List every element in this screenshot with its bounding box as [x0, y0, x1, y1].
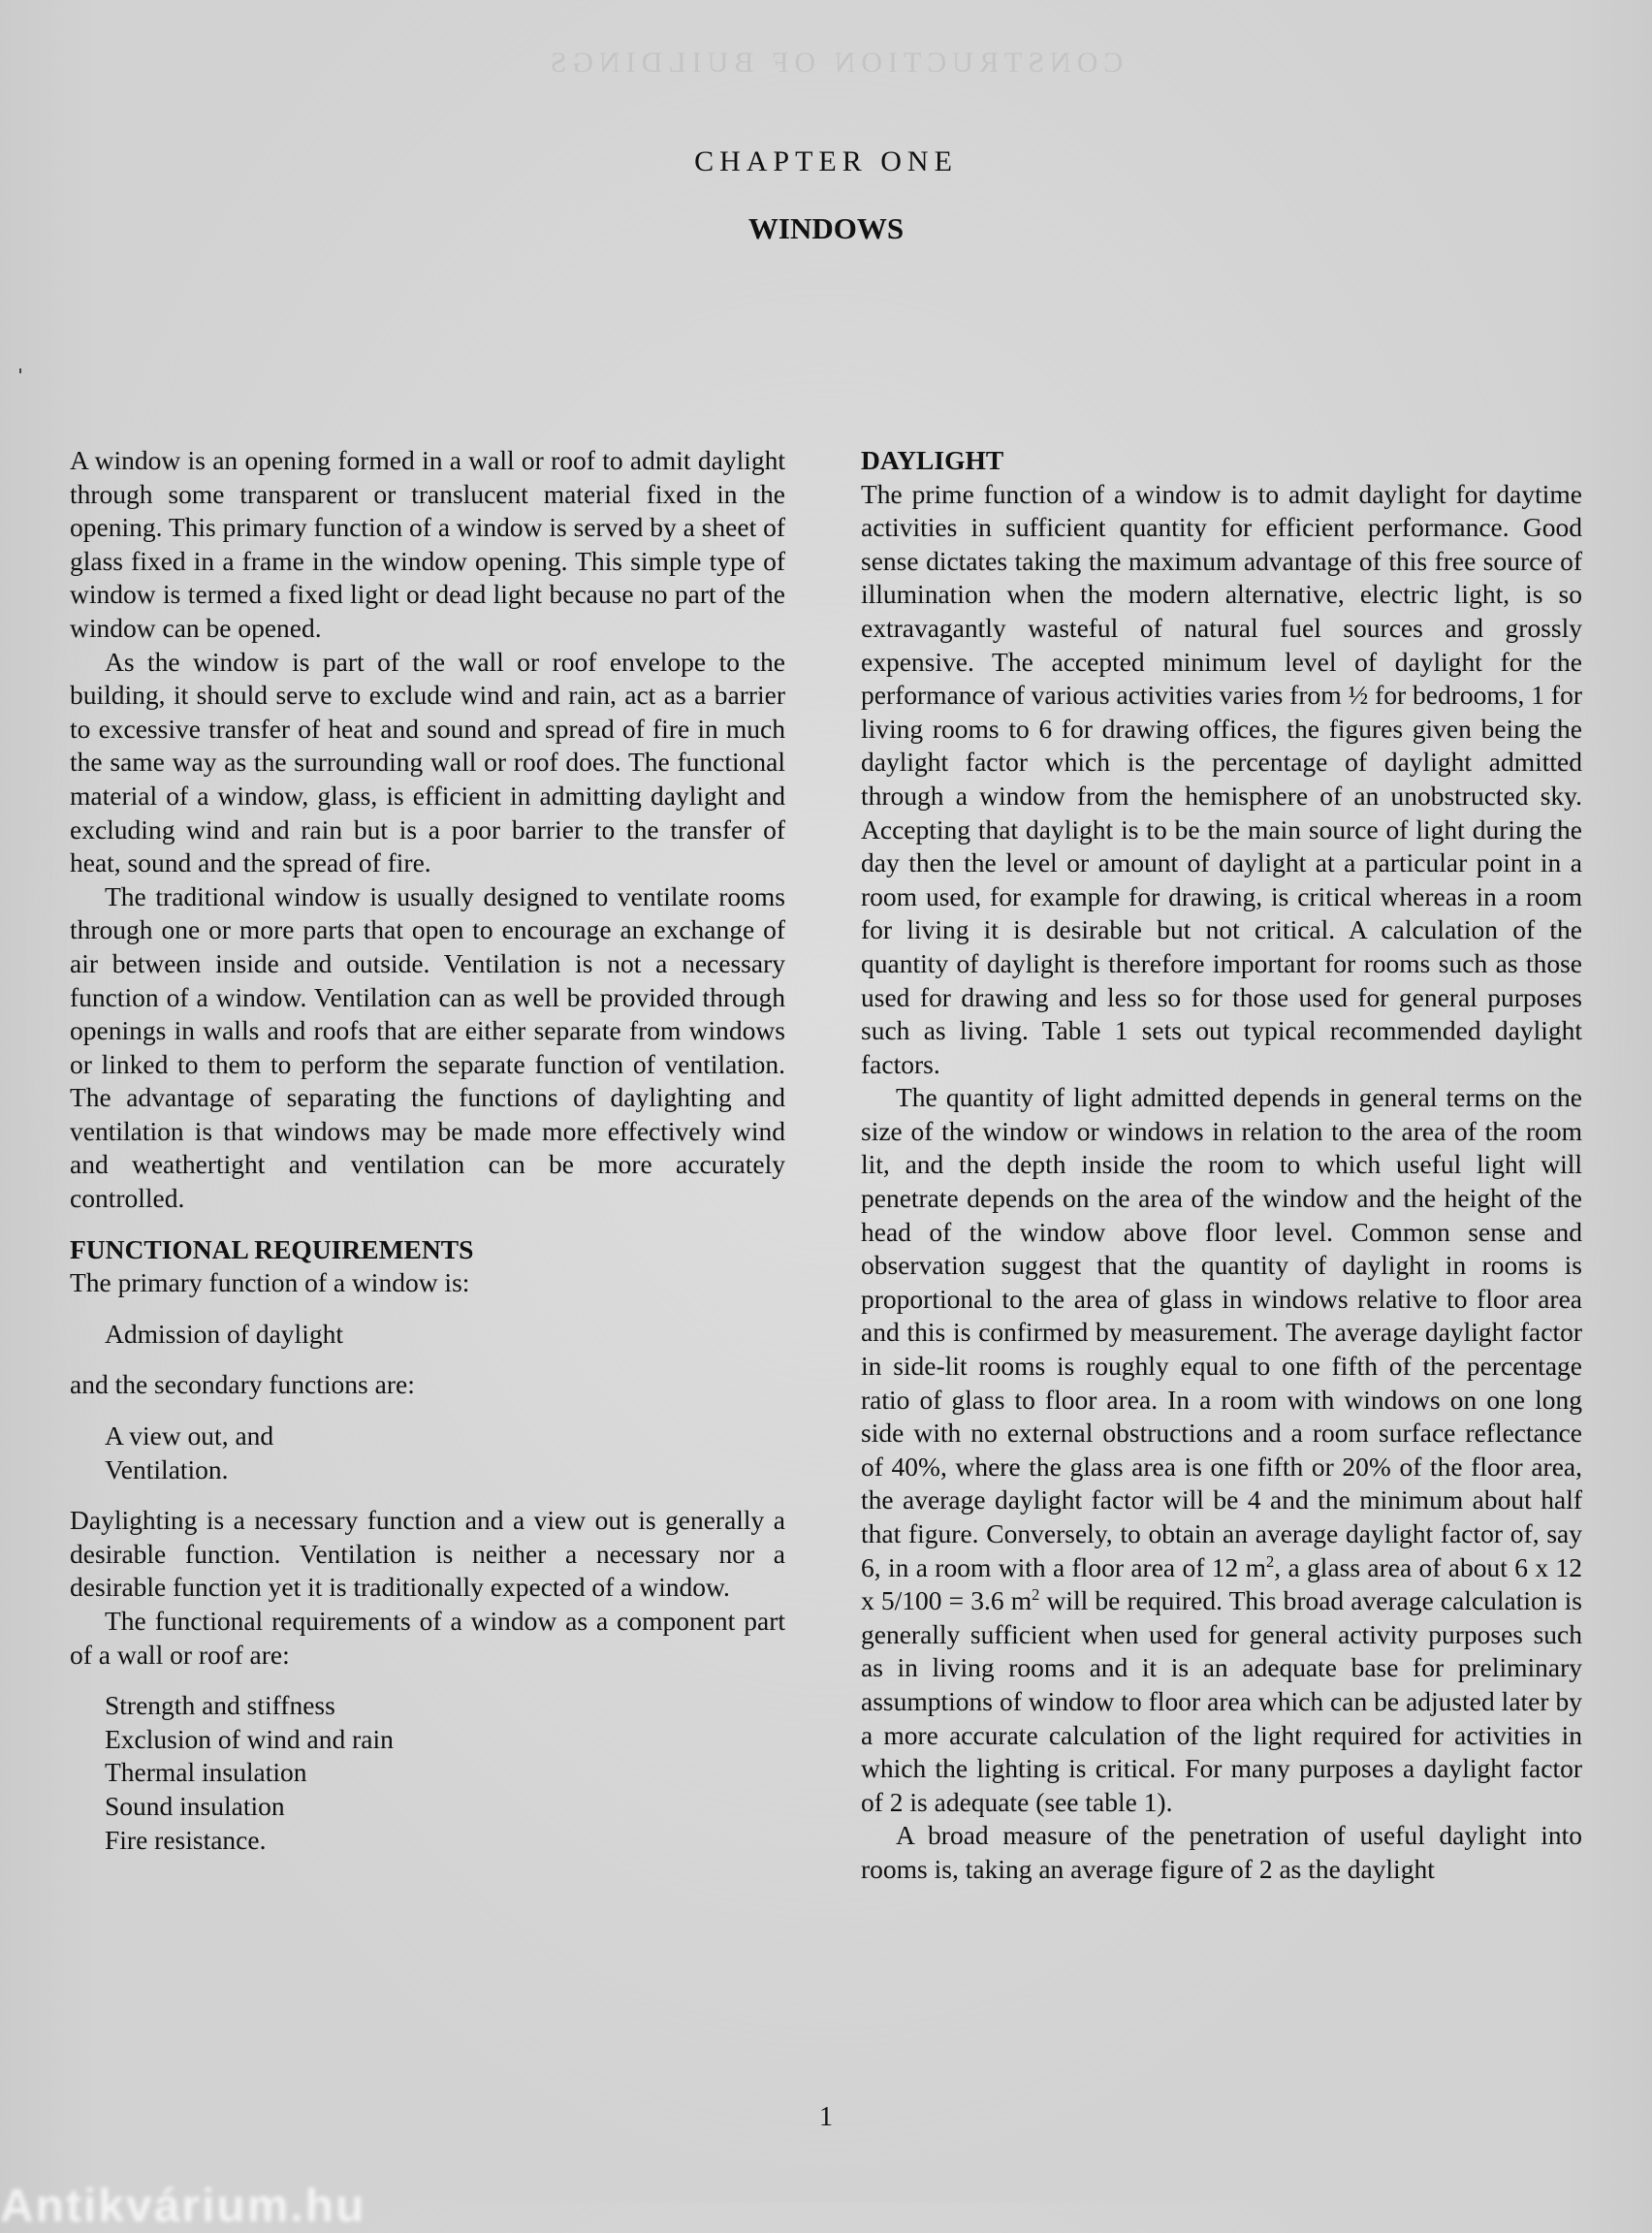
watermark: Antikvárium.hu	[0, 2181, 366, 2232]
quantity-paragraph-text: , a glass area of about 6 x 12 x 5/100 = 3.6 m	[861, 1551, 1582, 1616]
list-item: Fire resistance.	[105, 1824, 267, 1855]
list-item: Ventilation.	[105, 1453, 229, 1484]
chapter-label: CHAPTER ONE	[694, 145, 958, 177]
secondary-function-intro: and the secondary functions are:	[70, 1369, 415, 1400]
quantity-paragraph-text: The quantity of light admitted depends in general terms on the size of the window or windows in relation to the area of the room lit, and the depth inside the room to which useful light will penetrate depends on the area of the window and the height of the head of the window above floor level. Common sense and observation suggest that the quantity of daylight in rooms is proportional to the area of glass in windows relative to floor area and this is confirmed by measurement. The average daylight factor in side-lit rooms is roughly equal to one fifth of the percentage ratio of glass to floor area. In a room with windows on one long side with no external obstructions and a room surface reflectance of 40%, where the glass area is one fifth or 20% of the floor area, the average daylight factor will be 4 and the minimum about half that figure. Conversely, to obtain an average daylight factor of, say 6, in a room with a floor area of 12 m	[861, 1082, 1582, 1582]
daylighting-paragraph: Daylighting is a necessary function and a view out is generally a desirable function. Ventilation is neither a necessary nor a desirable function yet it is traditionally expected of a window.	[70, 1505, 785, 1603]
list-item: A view out, and	[105, 1420, 274, 1451]
list-item: Admission of daylight	[105, 1318, 343, 1349]
page-number: 1	[819, 2102, 833, 2132]
superscript: 2	[1266, 1551, 1275, 1571]
list-item: Thermal insulation	[105, 1757, 307, 1788]
bleed-through-header: CONSTRUCTION OF BUILDINGS	[544, 47, 1124, 79]
stray-mark	[19, 368, 21, 373]
penetration-paragraph: A broad measure of the penetration of useful daylight into rooms is, taking an average figure of 2 as the daylight	[861, 1820, 1582, 1884]
list-item: Exclusion of wind and rain	[105, 1723, 394, 1754]
requirements-list	[70, 1689, 785, 1857]
list-item: Strength and stiffness	[105, 1690, 335, 1721]
quantity-paragraph-text: will be required. This broad average calculation is generally sufficient when used for general activity purposes such as in living rooms and it is an adequate base for preliminary assumptions of window to floor area which can be adjusted later by a more accurate calculation of the light required for activities in which the lighting is critical. For many purposes a daylight factor of 2 is adequate (see table 1).	[861, 1585, 1582, 1817]
daylight-heading: DAYLIGHT	[861, 445, 1004, 475]
ventilation-paragraph: The traditional window is usually designed to ventilate rooms through one or more parts that open to encourage an exchange of air between inside and outside. Ventilation is not a necessary function of a window. Ventilation can as well be provided through openings in walls and roofs that are either separate from windows or linked to them to perform the separate function of ventilation. The advantage of separating the functions of daylighting and ventilation is that windows may be made more effectively wind and weathertight and ventilation can be more accurately controlled.	[70, 880, 785, 1214]
primary-function-intro: The primary function of a window is:	[70, 1267, 470, 1298]
superscript: 2	[1032, 1585, 1040, 1605]
envelope-paragraph: As the window is part of the wall or roof envelope to the building, it should serve to exclude wind and rain, act as a barrier to excessive transfer of heat and sound and spread of fire in much the same way as the surrounding wall or roof does. The functional material of a window, glass, is efficient in admitting daylight and excluding wind and rain but is a poor barrier to the transfer of heat, sound and the spread of fire.	[70, 646, 785, 878]
functional-requirements-heading: FUNCTIONAL REQUIREMENTS	[70, 1233, 474, 1264]
daylight-paragraph: The prime function of a window is to admit daylight for daytime activities in sufficient quantity for efficient performance. Good sense dictates taking the maximum advantage of this free source of illumination when the modern alternative, electric light, is so extravagantly wasteful of natural fuel sources and grossly expensive. The accepted minimum level of daylight for the performance of various activities varies from ½ for bedrooms, 1 for living rooms to 6 for drawing offices, the figures given being the daylight factor which is the percentage of daylight admitted through a window from the hemisphere of an unobstructed sky. Accepting that daylight is to be the main source of light during the day then the level or amount of daylight at a particular point in a room used, for example for drawing, is critical whereas in a room for living it is desirable but not critical. A calculation of the quantity of daylight is therefore important for rooms such as those used for drawing and less so for those used for general purposes such as living. Table 1 sets out typical recommended daylight factors.	[861, 478, 1582, 1079]
primary-function-list	[70, 1318, 785, 1352]
secondary-function-list	[70, 1420, 785, 1486]
right-column	[861, 444, 1582, 1887]
left-column	[70, 444, 785, 1874]
requirements-intro-paragraph: The functional requirements of a window as a component part of a wall or roof are:	[70, 1606, 785, 1670]
chapter-title: WINDOWS	[747, 211, 905, 245]
list-item: Sound insulation	[105, 1790, 285, 1821]
quantity-paragraph	[861, 1081, 1582, 1819]
intro-paragraph: A window is an opening formed in a wall or roof to admit daylight through some transparent or translucent material fixed in the opening. This primary function of a window is served by a sheet of glass fixed in a frame in the window opening. This simple type of window is termed a fixed light or dead light because no part of the window can be opened.	[70, 445, 786, 643]
